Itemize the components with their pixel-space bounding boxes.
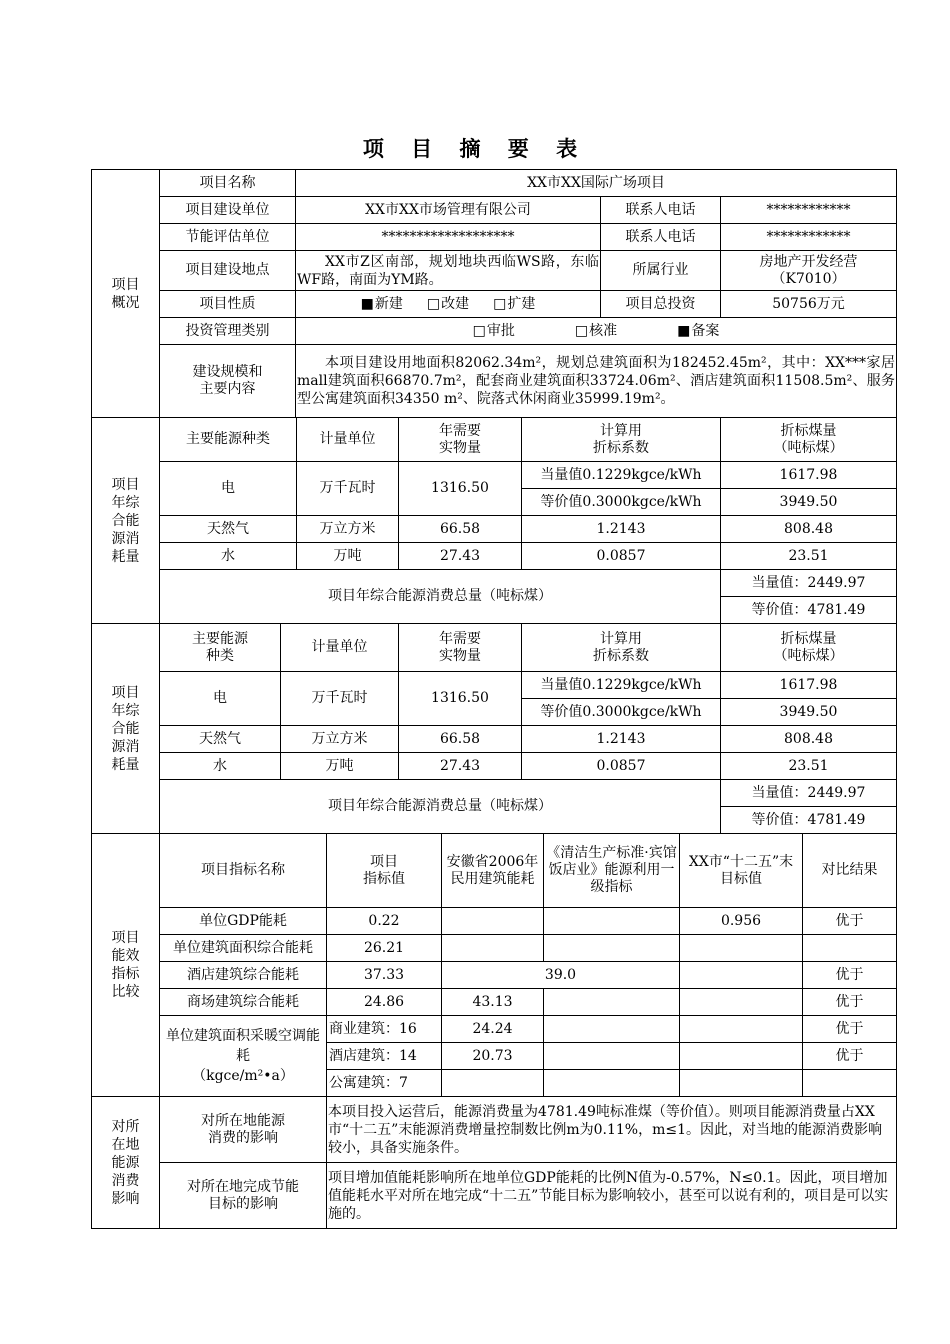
energy1-header-coef: 计算用 折标系数 <box>522 418 721 462</box>
eff-header-anhui: 安徽省2006年民用建筑能耗 <box>442 834 544 908</box>
eff-hvac-value: 商业建筑：16 <box>327 1016 442 1043</box>
nature-label: 项目性质 <box>160 291 296 318</box>
eff-hvac-unit: （kgce/m²•a） <box>192 1068 294 1084</box>
energy1-header-unit: 计量单位 <box>297 418 399 462</box>
scale-value: 本项目建设用地面积82062.34m²，规划总建筑面积为182452.45m²，其中：XX***家居mall建筑面积66870.7m²，配套商业建筑面积33724.06m²、酒店建筑面积11508.5m²、服务型公寓建筑面积34350 m²、院落式休闲商业35999.19m²。 <box>296 345 897 418</box>
energy2-total-price: 等价值：4781.49 <box>721 807 897 834</box>
eff-row-clean <box>544 989 680 1016</box>
eff-hvac-clean <box>544 1043 680 1070</box>
energy2-section-label: 项目 年综 合能 源消 耗量 <box>92 624 160 834</box>
eff-hvac-label <box>160 1016 327 1097</box>
energy1-header-qty: 年需要 实物量 <box>399 418 522 462</box>
eff-hvac-anhui: 24.24 <box>442 1016 544 1043</box>
option-new: 新建 <box>374 295 403 312</box>
checkbox-filing: ■ <box>677 322 691 339</box>
impact-table <box>91 1096 897 1229</box>
eff-row-clean <box>544 935 680 962</box>
eff-row-name: 单位建筑面积综合能耗 <box>160 935 327 962</box>
energy2-total-label: 项目年综合能源消费总量（吨标煤） <box>160 780 721 834</box>
eff-hvac-result: 优于 <box>803 1016 897 1043</box>
eff-hvac-clean <box>544 1070 680 1097</box>
eff-hvac-label-text: 单位建筑面积采暖空调能耗 <box>166 1028 320 1064</box>
energy2-water-qty: 27.43 <box>399 753 522 780</box>
eff-row-target <box>680 935 803 962</box>
eff-row-value: 37.33 <box>327 962 442 989</box>
builder-label: 项目建设单位 <box>160 197 296 224</box>
eff-row-anhui <box>442 935 544 962</box>
phone-value: ************ <box>721 197 897 224</box>
eff-row-anhui <box>442 908 544 935</box>
energy2-water-val: 23.51 <box>721 753 897 780</box>
energy2-water-unit: 万吨 <box>281 753 399 780</box>
energy1-elec-val-equiv: 1617.98 <box>721 462 897 489</box>
option-approval: 审批 <box>486 322 515 339</box>
energy2-gas-val: 808.48 <box>721 726 897 753</box>
eff-header-clean: 《清洁生产标准·宾馆饭店业》能源利用一级指标 <box>544 834 680 908</box>
assessor-label: 节能评估单位 <box>160 224 296 251</box>
eff-header-value: 项目 指标值 <box>327 834 442 908</box>
energy1-gas-qty: 66.58 <box>399 516 522 543</box>
energy1-water-val: 23.51 <box>721 543 897 570</box>
mgmt-options <box>296 318 897 345</box>
impact-target-value: 项目增加值能耗影响所在地单位GDP能耗的比例N值为-0.57%，N≤0.1。因此，项目增加值能耗水平对所在地完成“十二五”节能目标为影响较小，甚至可以说有利的，项目是可以实施的。 <box>327 1163 897 1229</box>
eff-row-result <box>803 935 897 962</box>
project-name-label: 项目名称 <box>160 170 296 197</box>
impact-target-label: 对所在地完成节能 目标的影响 <box>160 1163 327 1229</box>
energy1-total-label: 项目年综合能源消费总量（吨标煤） <box>160 570 721 624</box>
option-filing: 备案 <box>691 322 720 339</box>
impact-section-label: 对所 在地 能源 消费 影响 <box>92 1097 160 1229</box>
eff-row-name: 单位GDP能耗 <box>160 908 327 935</box>
overview-table <box>91 169 897 418</box>
energy2-elec-name: 电 <box>160 672 281 726</box>
assessor-value: ******************* <box>296 224 601 251</box>
checkbox-rebuild: □ <box>426 295 441 312</box>
eff-hvac-target <box>680 1070 803 1097</box>
energy2-header-coef: 计算用 折标系数 <box>522 624 721 672</box>
industry-label: 所属行业 <box>601 251 721 291</box>
energy1-water-coef: 0.0857 <box>522 543 721 570</box>
option-rebuild: 改建 <box>441 295 470 312</box>
eff-row-value: 26.21 <box>327 935 442 962</box>
energy1-header-coal: 折标煤量 （吨标煤） <box>721 418 897 462</box>
scale-label: 建设规模和 主要内容 <box>160 345 296 418</box>
eff-row-result: 优于 <box>803 962 897 989</box>
eff-hvac-target <box>680 1016 803 1043</box>
energy2-elec-coef-price: 等价值0.3000kgce/kWh <box>522 699 721 726</box>
mgmt-label: 投资管理类别 <box>160 318 296 345</box>
industry-value: 房地产开发经营（K7010） <box>721 251 897 291</box>
energy1-water-unit: 万吨 <box>297 543 399 570</box>
energy2-header-unit: 计量单位 <box>281 624 399 672</box>
energy1-water-name: 水 <box>160 543 297 570</box>
energy1-section-label: 项目 年综 合能 源消 耗量 <box>92 418 160 624</box>
site-label: 项目建设地点 <box>160 251 296 291</box>
energy2-header-coal: 折标煤量 （吨标煤） <box>721 624 897 672</box>
energy1-elec-unit: 万千瓦时 <box>297 462 399 516</box>
phone2-value: ************ <box>721 224 897 251</box>
eff-row-value: 24.86 <box>327 989 442 1016</box>
energy2-gas-unit: 万立方米 <box>281 726 399 753</box>
energy1-water-qty: 27.43 <box>399 543 522 570</box>
energy-table-2 <box>91 623 897 834</box>
energy2-water-name: 水 <box>160 753 281 780</box>
efficiency-section-label: 项目 能效 指标 比较 <box>92 834 160 1097</box>
eff-hvac-value: 公寓建筑：7 <box>327 1070 442 1097</box>
energy2-elec-val-price: 3949.50 <box>721 699 897 726</box>
checkbox-approval: □ <box>472 322 486 339</box>
efficiency-table <box>91 833 897 1097</box>
page-title: 项 目 摘 要 表 <box>362 136 588 161</box>
energy2-elec-unit: 万千瓦时 <box>281 672 399 726</box>
energy2-header-type: 主要能源 种类 <box>160 624 281 672</box>
eff-hvac-value: 酒店建筑：14 <box>327 1043 442 1070</box>
energy2-elec-val-equiv: 1617.98 <box>721 672 897 699</box>
investment-value: 50756万元 <box>721 291 897 318</box>
energy2-header-qty: 年需要 实物量 <box>399 624 522 672</box>
eff-row-anhui: 43.13 <box>442 989 544 1016</box>
energy1-elec-coef-price: 等价值0.3000kgce/kWh <box>522 489 721 516</box>
impact-local-label: 对所在地能源 消费的影响 <box>160 1097 327 1163</box>
builder-value: XX市XX市场管理有限公司 <box>296 197 601 224</box>
energy2-water-coef: 0.0857 <box>522 753 721 780</box>
option-expand: 扩建 <box>507 295 536 312</box>
option-verify: 核准 <box>589 322 618 339</box>
eff-hvac-clean <box>544 1016 680 1043</box>
eff-row-clean <box>544 908 680 935</box>
eff-row-target <box>680 962 803 989</box>
phone2-label: 联系人电话 <box>601 224 721 251</box>
eff-row-value: 0.22 <box>327 908 442 935</box>
eff-row-target <box>680 989 803 1016</box>
energy2-gas-qty: 66.58 <box>399 726 522 753</box>
overview-section-label: 项目 概况 <box>92 170 160 418</box>
energy2-gas-name: 天然气 <box>160 726 281 753</box>
nature-options <box>296 291 601 318</box>
phone-label: 联系人电话 <box>601 197 721 224</box>
eff-row-result: 优于 <box>803 989 897 1016</box>
eff-row-clean: 39.0 <box>442 962 680 989</box>
energy1-gas-unit: 万立方米 <box>297 516 399 543</box>
eff-row-name: 商场建筑综合能耗 <box>160 989 327 1016</box>
impact-local-value: 本项目投入运营后，能源消费量为4781.49吨标准煤（等价值）。则项目能源消费量占XX市“十二五”末能源消费增量控制数比例m为0.11%，m≤1。因此，对当地的能源消费影响较小，具备实施条件。 <box>327 1097 897 1163</box>
energy2-total-equiv: 当量值：2449.97 <box>721 780 897 807</box>
energy1-elec-coef-equiv: 当量值0.1229kgce/kWh <box>522 462 721 489</box>
eff-header-name: 项目指标名称 <box>160 834 327 908</box>
checkbox-verify: □ <box>574 322 589 339</box>
energy1-total-equiv: 当量值：2449.97 <box>721 570 897 597</box>
checkbox-expand: □ <box>493 295 507 312</box>
energy-table-1 <box>91 417 897 624</box>
energy2-gas-coef: 1.2143 <box>522 726 721 753</box>
energy1-header-type: 主要能源种类 <box>160 418 297 462</box>
eff-hvac-result: 优于 <box>803 1043 897 1070</box>
energy2-elec-qty: 1316.50 <box>399 672 522 726</box>
energy1-elec-val-price: 3949.50 <box>721 489 897 516</box>
energy1-total-price: 等价值：4781.49 <box>721 597 897 624</box>
project-name-value: XX市XX国际广场项目 <box>296 170 897 197</box>
energy1-gas-coef: 1.2143 <box>522 516 721 543</box>
eff-header-result: 对比结果 <box>803 834 897 908</box>
investment-label: 项目总投资 <box>601 291 721 318</box>
eff-hvac-target <box>680 1043 803 1070</box>
eff-hvac-anhui <box>442 1070 544 1097</box>
eff-header-target: XX市“十二五”末目标值 <box>680 834 803 908</box>
energy1-elec-name: 电 <box>160 462 297 516</box>
energy1-elec-qty: 1316.50 <box>399 462 522 516</box>
energy1-gas-name: 天然气 <box>160 516 297 543</box>
checkbox-new: ■ <box>360 295 374 312</box>
eff-row-name: 酒店建筑综合能耗 <box>160 962 327 989</box>
eff-row-result: 优于 <box>803 908 897 935</box>
eff-row-target: 0.956 <box>680 908 803 935</box>
energy2-elec-coef-equiv: 当量值0.1229kgce/kWh <box>522 672 721 699</box>
site-value: XX市Z区南部，规划地块西临WS路，东临WF路，南面为YM路。 <box>296 251 601 291</box>
eff-hvac-result <box>803 1070 897 1097</box>
energy1-gas-val: 808.48 <box>721 516 897 543</box>
eff-hvac-anhui: 20.73 <box>442 1043 544 1070</box>
